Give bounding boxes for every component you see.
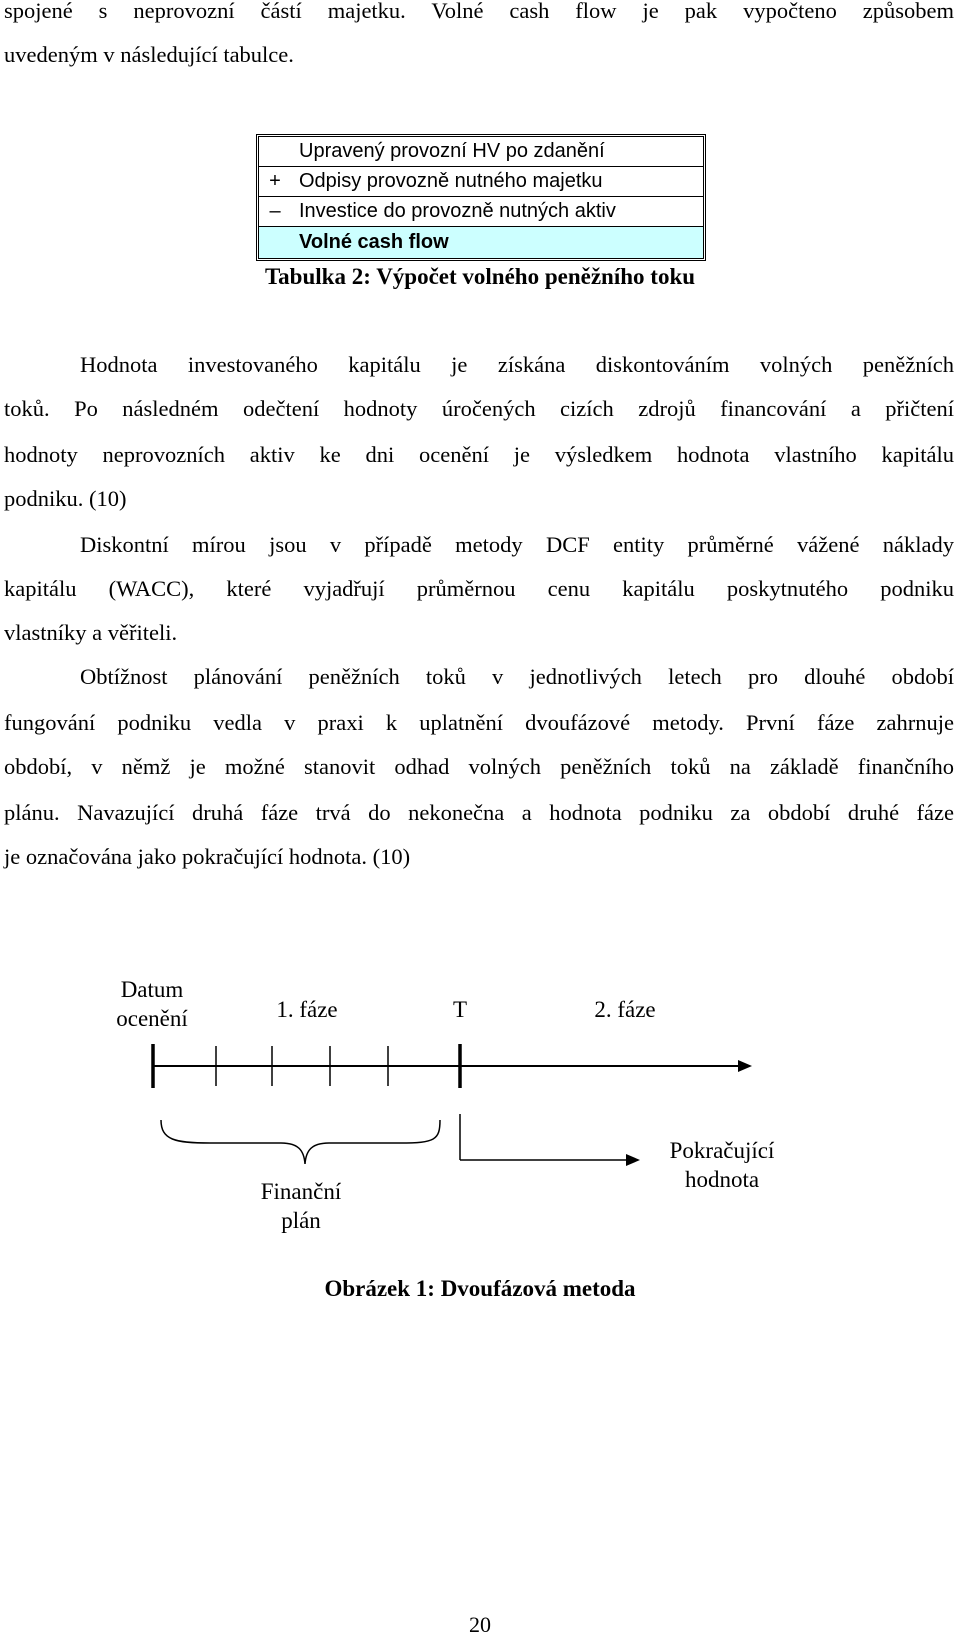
paragraph-line: vlastníky a věřiteli. [4, 620, 178, 645]
table-caption: Tabulka 2: Výpočet volného peněžního toku [264, 264, 696, 289]
row-label: Upravený provozní HV po zdanění [299, 140, 605, 162]
paragraph-line: Diskontní mírou jsou v případě metody DCF entity průměrné vážené náklady [80, 532, 954, 557]
minus-operator: – [269, 200, 281, 222]
paragraph-line: období, v němž je možné stanovit odhad volných peněžních toků na základě finančního [4, 754, 954, 779]
paragraph-line: podniku. (10) [4, 486, 127, 511]
phase1-label: 1. fáze [276, 997, 338, 1022]
curly-brace [161, 1120, 440, 1164]
financial-plan-label: Finanční plán [260, 1179, 342, 1233]
arrowhead-icon [738, 1060, 752, 1072]
continuing-value-label: Pokračující hodnota [669, 1138, 775, 1192]
paragraph-line: spojené s neprovozní částí majetku. Volné cash flow je pak vypočteno způsobem [4, 0, 954, 23]
plus-operator: + [269, 170, 281, 192]
result-label: Volné cash flow [299, 231, 449, 253]
paragraph-line: hodnoty neprovozních aktiv ke dni ocenění je výsledkem hodnota vlastního kapitálu [4, 442, 954, 467]
t-label: T [452, 997, 468, 1022]
page-number: 20 [469, 1612, 491, 1637]
paragraph-line: kapitálu (WACC), které vyjadřují průměrnou cenu kapitálu poskytnutého podniku [4, 576, 954, 601]
valuation-date-label: Datum ocenění [116, 977, 188, 1031]
phase2-label: 2. fáze [594, 997, 656, 1022]
arrowhead-icon [626, 1154, 640, 1166]
paragraph-line: uvedeným v následující tabulce. [4, 42, 294, 67]
paragraph-line: toků. Po následném odečtení hodnoty úročených cizích zdrojů financování a přičtení [4, 396, 954, 421]
figure-caption: Obrázek 1: Dvoufázová metoda [324, 1276, 636, 1301]
paragraph-line: plánu. Navazující druhá fáze trvá do nekonečna a hodnota podniku za období druhé fáze [4, 800, 954, 825]
paragraph-line: je označována jako pokračující hodnota. (10) [4, 844, 411, 869]
paragraph-line: Obtížnost plánování peněžních toků v jednotlivých letech pro dlouhé období [80, 664, 954, 689]
row-label: Investice do provozně nutných aktiv [299, 200, 616, 222]
paragraph-line: fungování podniku vedla v praxi k uplatnění dvoufázové metody. První fáze zahrnuje [4, 710, 954, 735]
paragraph-line: Hodnota investovaného kapitálu je získána diskontováním volných peněžních [80, 352, 954, 377]
row-label: Odpisy provozně nutného majetku [299, 170, 603, 192]
